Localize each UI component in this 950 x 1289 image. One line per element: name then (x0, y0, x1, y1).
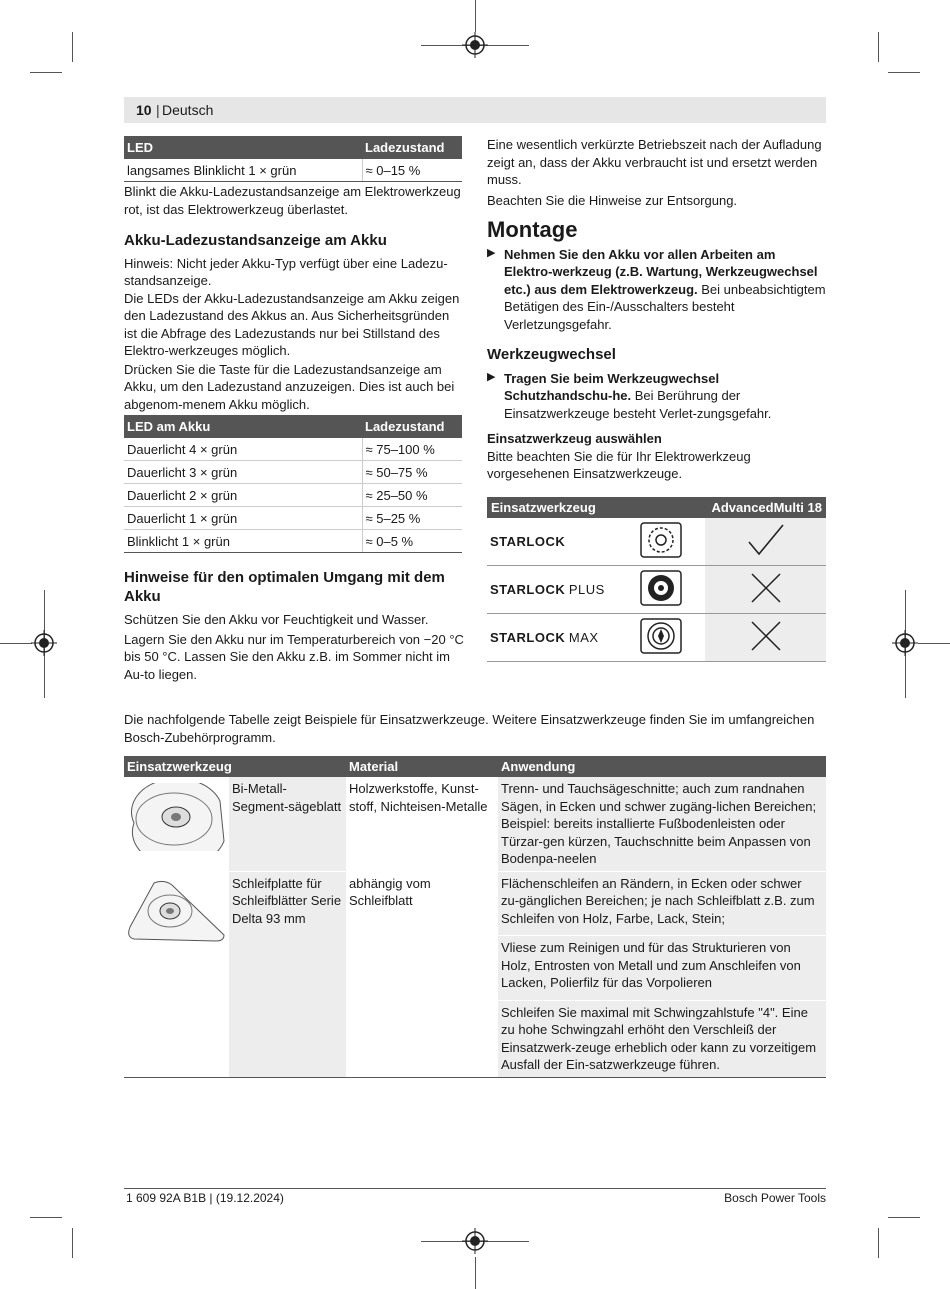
tool-compatibility-table: Einsatzwerkzeug AdvancedMulti 18 STARLOCK STARLOCK PLUS STARLOCK MAX (487, 497, 826, 662)
led-table-header: Ladezustand (362, 136, 462, 159)
registration-mark-icon (892, 630, 918, 656)
akku-table-header: LED am Akku (124, 415, 362, 438)
starlock-plus-logo: STARLOCK PLUS (487, 566, 617, 614)
footer-brand: Bosch Power Tools (724, 1191, 826, 1205)
starlock-plus-interface-icon (640, 570, 682, 606)
delta-sanding-plate-icon (124, 877, 228, 943)
header-language: Deutsch (162, 102, 214, 118)
accessory-table: Einsatzwerkzeug Material Anwendung Bi-Metall-Segment-sägeblatt Holzwerkstoffe, Kunst-stoff, Nichteisen-Metalle Trenn- und Tauchsägeschnitte; auch zum randnahen Sägen, in Ecken und schwer zugäng-lichen Bereichen; Beispiel: bereits installierte Fußbodenleisten oder Türzar-gen kürzen, Tauchschnitte beim Anpassen von Bodenpa-neelen Schleifplatte für Schleifblätter Serie Delta 93 mm abhängig vom Schleifblatt Flächenschleifen an Rändern, in Ecken oder schwer zu-gänglichen Bereichen; je nach Schleifblatt z.B. zum Schleifen von Holz, Farbe, Lack, Stein; Vliese zum Reinigen und für das Strukturieren von Holz, Entrosten von Metall und zum Anschleifen von Lacken, Polierfilz für das Vorpolieren Schleifen Sie maximal mit Schwingzahlstufe "4". Eine zu hohe Schwingzahl erhöht den Verschleiß der Einsatzwerk-zeuge erheblich oder kann zu vorzeitigem Ausfall der Ein-satzwerkzeuge führen. (124, 756, 826, 1078)
led-table-header: LED (124, 136, 362, 159)
akku-led-table (124, 415, 462, 553)
registration-mark-icon (462, 32, 488, 58)
akku-table-header: Ladezustand (362, 415, 462, 438)
section-title: Hinweise für den optimalen Umgang mit dem Akku (124, 569, 445, 605)
right-column: Eine wesentlich verkürzte Betriebszeit nach der Aufladung zeigt an, dass der Akku verbraucht ist und ersetzt werden muss. Beachten Sie die Hinweise zur Entsorgung. Montage ▶ Nehmen Sie den Akku vor allen Arbeiten am Elektro-werkzeug (z.B. Wartung, Werkzeugwechsel etc.) aus dem Elektrowerkzeug. Bei unbeabsichtigtem Betätigen des Ein-/Ausschalters besteht Verletzungsgefahr. Werkzeugwechsel ▶ Tragen Sie beim Werkzeugwechsel Schutzhandschu-he. Bei Berührung der Einsatzwerkzeuge besteht Verlet-zungsgefahr. Einsatzwerkzeug auswählen Bitte beachten Sie die für Ihr Elektrowerkzeug vorgesehenen Einsatzwerkzeuge. (487, 137, 826, 481)
starlock-max-interface-icon (640, 618, 682, 654)
footer-rule (124, 1188, 826, 1189)
triangle-bullet-icon: ▶ (487, 246, 496, 259)
table-row: Dauerlicht 3 × grün ≈ 50–75 % (124, 461, 462, 484)
table-row: Bi-Metall-Segment-sägeblatt Holzwerkstoffe, Kunst-stoff, Nichteisen-Metalle Trenn- und Tauchsägeschnitte; auch zum randnahen Sägen, in Ecken und schwer zugäng-lichen Bereichen; Beispiel: bereits installierte Fußbodenleisten oder Türzar-gen kürzen, Tauchschnitte beim Anpassen von Bodenpa-neelen (124, 777, 826, 871)
page-header: 10 | Deutsch (124, 97, 826, 123)
table-row: langsames Blinklicht 1 × grün ≈ 0–15 % (124, 159, 462, 182)
montage-title: Montage (487, 217, 578, 242)
warning-bullet: ▶ Nehmen Sie den Akku vor allen Arbeiten am Elektro-werkzeug (z.B. Wartung, Werkzeugwechsel etc.) aus dem Elektrowerkzeug. Bei unbeabsichtigtem Betätigen des Ein-/Ausschalters besteht Verletzungsgefahr. (487, 246, 826, 332)
table-row: Dauerlicht 2 × grün ≈ 25–50 % (124, 484, 462, 507)
table-row: Blinklicht 1 × grün ≈ 0–5 % (124, 530, 462, 553)
table-row: Dauerlicht 1 × grün ≈ 5–25 % (124, 507, 462, 530)
footer-doc-id: 1 609 92A B1B | (19.12.2024) (126, 1191, 284, 1205)
accessory-intro: Die nachfolgende Tabelle zeigt Beispiele für Einsatzwerkzeuge. Weitere Einsatzwerkzeuge finden Sie im umfangreichen Bosch-Zubehörprogramm. (124, 712, 815, 745)
table-row: Schleifplatte für Schleifblätter Serie Delta 93 mm abhängig vom Schleifblatt Flächenschleifen an Rändern, in Ecken oder schwer zu-gänglichen Bereichen; je nach Schleifblatt z.B. zum Schleifen von Holz, Farbe, Lack, Stein; Vliese zum Reinigen und für das Strukturieren von Holz, Entrosten von Metall und zum Anschleifen von Lacken, Polierfilz für das Vorpolieren Schleifen Sie maximal mit Schwingzahlstufe "4". Eine zu hohe Schwingzahl erhöht den Verschleiß der Einsatzwerk-zeuge erheblich oder kann zu vorzeitigem Ausfall der Ein-satzwerkzeuge führen. (124, 871, 826, 1077)
starlock-max-logo: STARLOCK MAX (487, 614, 617, 662)
warning-bullet: ▶ Tragen Sie beim Werkzeugwechsel Schutzhandschu-he. Bei Berührung der Einsatzwerkzeuge besteht Verlet-zungsgefahr. (487, 370, 772, 421)
cross-icon (748, 570, 784, 606)
check-icon (746, 522, 786, 558)
overload-note: Blinkt die Akku-Ladezustandsanzeige am Elektrowerkzeug rot, ist das Elektrowerkzeug überlastet. (124, 184, 461, 217)
table-row: Dauerlicht 4 × grün ≈ 75–100 % (124, 438, 462, 461)
starlock-logo: STARLOCK (487, 518, 617, 566)
left-column: LED Ladezustand langsames Blinklicht 1 × grün ≈ 0–15 % Blinkt die Akku-Ladezustandsanzeige am Elektrowerkzeug rot, ist das Elektrowerkzeug überlastet. Akku-Ladezustandsanzeige am Akku Hinweis: Nicht jeder Akku-Typ verfügt über eine Ladezu-standsanzeige. Die LEDs der Akku-Ladezustandsanzeige am Akku zeigen den Ladezustand des Akkus an. Aus Sicherheitsgründen ist die Abfrage des Ladezustands nur bei Stillstand des Elektro-werkzeuges möglich. Drücken Sie die Taste für die Ladezustandsanzeige am Akku, um den Ladezustand anzuzeigen. Dies ist auch bei abgenom-menem Akku möglich. LED am Akku Ladezustand Dauerlicht 4 × grün ≈ 75–100 % Dauerlicht 3 × grün ≈ 50–75 % Dauerlicht 2 × grün ≈ 25–50 % Dauerlicht 1 × grün ≈ 5–25 % Blinklicht 1 × grün ≈ 0–5 % Hinweise für den optimalen Umgang mit dem Akku Schützen Sie den Akku vor Feuchtigkeit und Wasser. Lagern Sie den Akku nur im Temperaturbereich von −20 °C bis 50 °C. Lassen Sie den Akku z.B. im Sommer nicht im Au-to liegen. (124, 136, 464, 683)
starlock-interface-icon (640, 522, 682, 558)
cross-icon (748, 618, 784, 654)
section-title: Werkzeugwechsel (487, 346, 616, 363)
segment-saw-blade-icon (124, 783, 228, 851)
triangle-bullet-icon: ▶ (487, 370, 496, 383)
page-number: 10 (136, 102, 152, 118)
registration-mark-icon (462, 1228, 488, 1254)
section-title: Einsatzwerkzeug auswählen (487, 431, 662, 446)
section-title: Akku-Ladezustandsanzeige am Akku (124, 232, 387, 249)
table-row (487, 614, 826, 662)
led-table (124, 136, 462, 182)
table-row (487, 566, 826, 614)
table-row (487, 518, 826, 566)
registration-mark-icon (31, 630, 57, 656)
